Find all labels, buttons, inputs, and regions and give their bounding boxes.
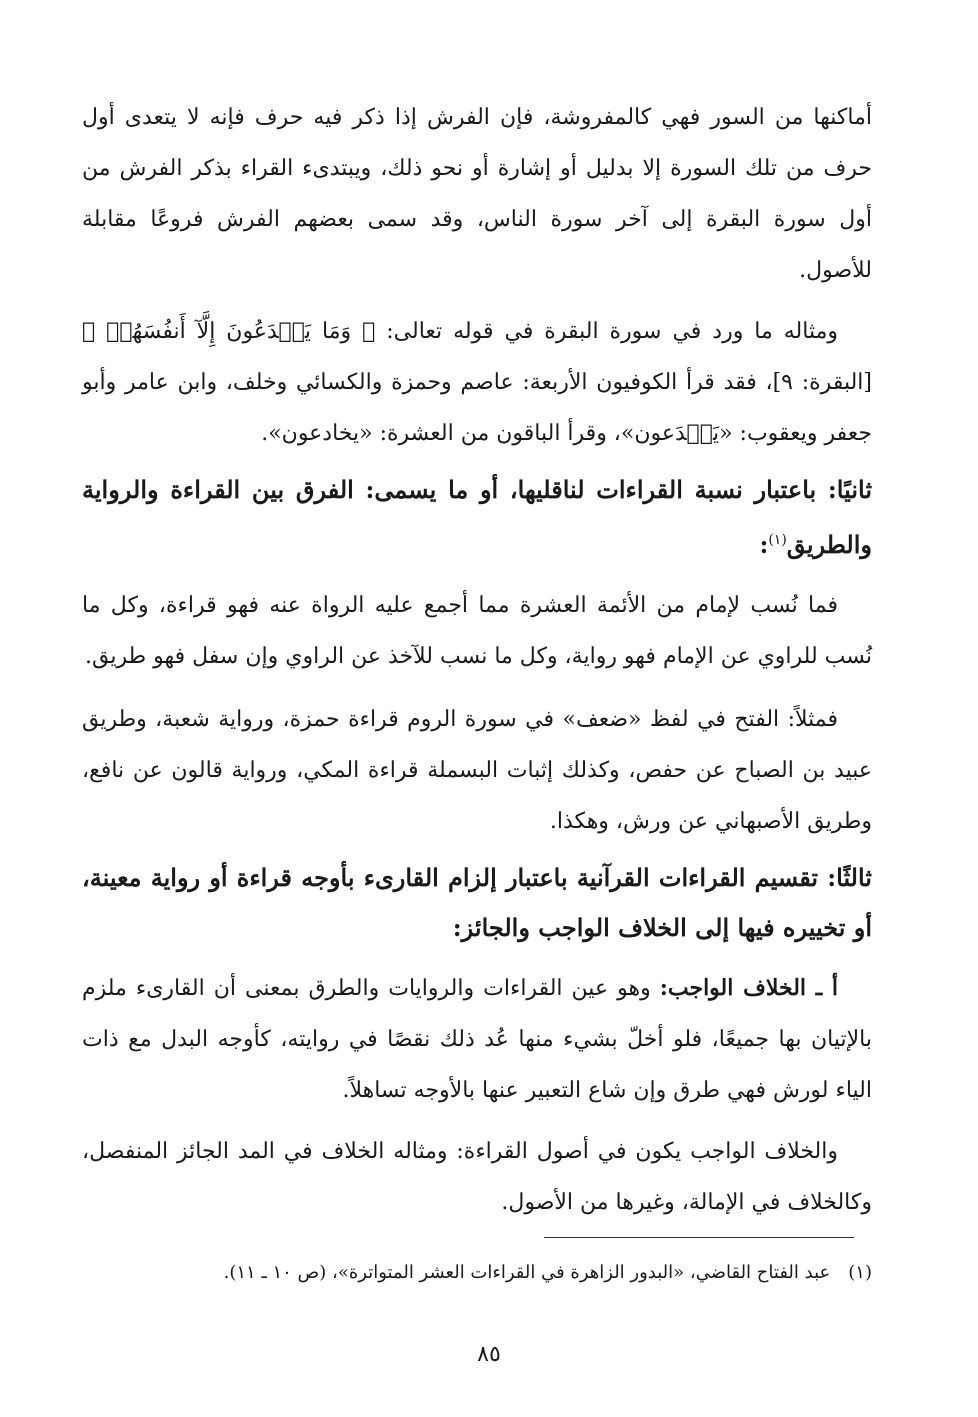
paragraph-5-rest: وهو عين القراءات والروايات والطرق بمعنى أن القارىء ملزم بالإتيان بها جميعًا، فلو أخلّ بشيء منها عُد ذلك نقصًا في روايته، كأوجه البدل مع ذات الياء لورش فهي طرق وإن شاع التعبير عنها بالأوجه تساهلاً. <box>82 976 872 1103</box>
paragraph-1: أماكنها من السور فهي كالمفروشة، فإن الفرش إذا ذكر فيه حرف فإنه لا يتعدى أول حرف من تلك السورة إلا بدليل أو إشارة أو نحو ذلك، ويبتدىء القراء بذكر الفرش من أول سورة البقرة إلى آخر سورة الناس، وقد سمى بعضهم الفرش فروعًا مقابلة للأصول. <box>82 105 872 283</box>
footnote-number: (١) <box>848 1262 872 1283</box>
paragraph-3: فما نُسب لإمام من الأئمة العشرة مما أجمع عليه الرواة عنه فهو قراءة، وكل ما نُسب للراوي عن الإمام فهو رواية، وكل ما نسب للآخذ عن الراوي وإن سفل فهو طريق. <box>82 593 872 669</box>
paragraph-5-lead: أ ـ الخلاف الواجب: <box>659 975 838 1001</box>
section-heading-2-text: ثانيًا: باعتبار نسبة القراءات لناقليها، أو ما يسمى: الفرق بين القراءة والرواية والطريق <box>82 475 872 559</box>
footnote-text: عبد الفتاح القاضي، «البدور الزاهرة في القراءات العشر المتواترة»، (ص ١٠ ـ ١١). <box>223 1262 831 1283</box>
paragraph-6: والخلاف الواجب يكون في أصول القراءة: ومثاله الخلاف في المد الجائز المنفصل، وكالخلاف في الإمالة، وغيرها من الأصول. <box>82 1139 872 1215</box>
footnote-ref[interactable]: (١) <box>768 532 787 548</box>
page-body <box>82 92 872 1228</box>
footnote-divider <box>544 1237 854 1238</box>
section-heading-3: ثالثًا: تقسيم القراءات القرآنية باعتبار إلزام القارىء بأوجه قراءة أو رواية معينة، أو تخييره فيها إلى الخلاف الواجب والجائز: <box>82 863 872 942</box>
paragraph-5 <box>82 963 872 1116</box>
section-heading-2 <box>82 465 872 570</box>
paragraph-2: ومثاله ما ورد في سورة البقرة في قوله تعالى: ﴿ وَمَا يَخۡدَعُونَ إِلَّآ أَنفُسَهُمۡ ﴾ [البقرة: ٩]، فقد قرأ الكوفيون الأربعة: عاصم وحمزة والكسائي وخلف، وابن عامر وأبو جعفر ويعقوب: «يَخۡدَعون»، وقرأ الباقون من العشرة: «يخادعون». <box>82 319 872 446</box>
footnote <box>224 1258 872 1288</box>
section-heading-2-colon: : <box>759 530 769 559</box>
paragraph-4: فمثلاً: الفتح في لفظ «ضعف» في سورة الروم قراءة حمزة، ورواية شعبة، وطريق عبيد بن الصباح عن حفص، وكذلك إثبات البسملة قراءة المكي، ورواية قالون عن نافع، وطريق الأصبهاني عن ورش، وهكذا. <box>82 707 872 834</box>
page-number: ٨٥ <box>477 1342 501 1367</box>
